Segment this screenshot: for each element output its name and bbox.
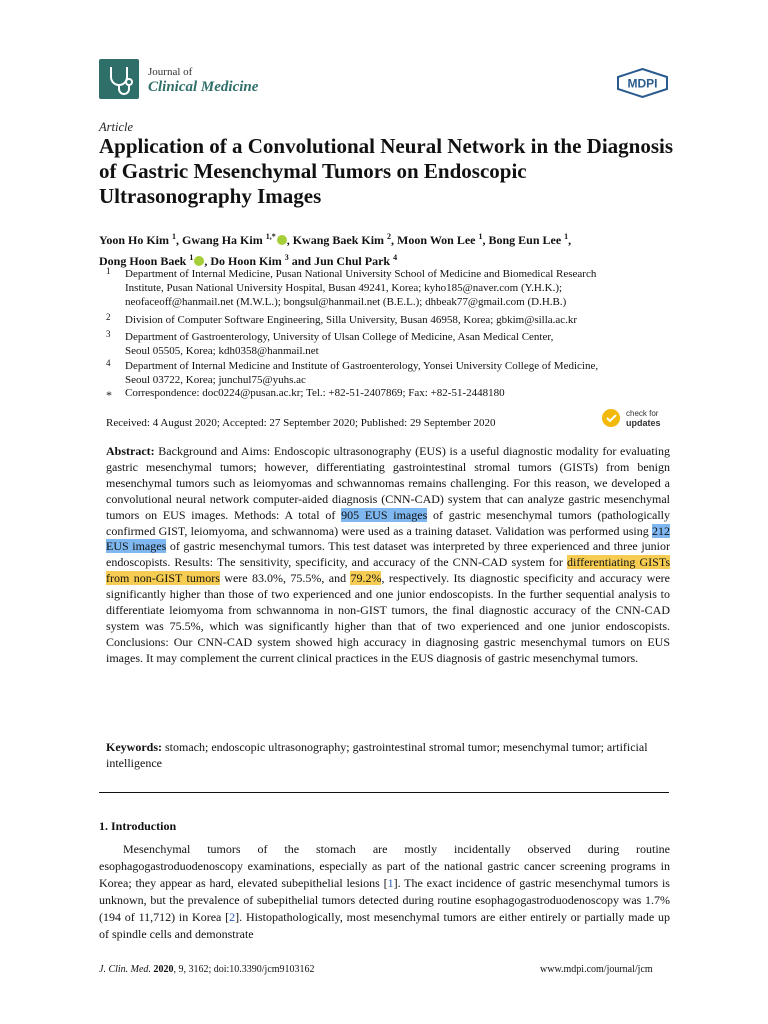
journal-logo bbox=[99, 59, 139, 99]
body-text: ]. Histopathologically, most mesenchymal tumors are either entirely or partially made up of spindle cells and demonstrate bbox=[99, 910, 670, 942]
orcid-icon[interactable] bbox=[277, 235, 287, 245]
abstract bbox=[106, 444, 670, 667]
author-affiliation-marker: 1 bbox=[172, 232, 177, 241]
affiliation-number: 4 bbox=[106, 358, 111, 368]
author-affiliation-marker: 2 bbox=[387, 232, 392, 241]
footer-volume-doi: , 9, 3162; doi:10.3390/jcm9103162 bbox=[173, 964, 315, 975]
svg-text:check for: check for bbox=[626, 409, 659, 418]
abstract-label: Abstract: bbox=[106, 444, 155, 458]
affiliation-text: Department of Internal Medicine and Institute of Gastroenterology, Yonsei University College of Medicine, Seoul 03722, Korea; junchul75@yuhs.ac bbox=[125, 360, 599, 387]
check-for-updates-badge[interactable] bbox=[601, 406, 671, 430]
author-affiliation-marker: 1,* bbox=[265, 232, 276, 241]
footer-year: 2020 bbox=[153, 964, 174, 975]
abstract-text: of gastric mesenchymal tumors. This test dataset was interpreted by three experienced and three junior endoscopists. Results: The sensitivity, specificity, and accuracy of the CNN-CAD system for bbox=[106, 539, 670, 570]
footer-journal-abbrev: J. Clin. Med. bbox=[99, 964, 151, 975]
author-separator: , bbox=[482, 233, 489, 247]
svg-text:updates: updates bbox=[626, 418, 661, 428]
highlighted-text[interactable]: 79.2% bbox=[350, 571, 382, 586]
body-text: Mesenchymal tumors of the stomach are mostly incidentally observed during routine esophagogastroduodenoscopy examinations, especially as part of the national gastric cancer screening programs in Korea; they appear as hard, elevated subepithelial lesions bbox=[99, 842, 670, 891]
author-affiliation-marker: 1 bbox=[564, 232, 569, 241]
affiliation-text: Department of Internal Medicine, Pusan National University School of Medicine and Biomedical Research Institute, Pusan National University Hospital, Busan 49241, Korea; kyho185@naver.com (Y.H.K.); neofaceoff@hanmail.net (M.W.L.); bongsul@hanmail.net (B.E.L.); dhbeak77@gmail.com (D.H.B.) bbox=[125, 268, 597, 309]
body-text: [ bbox=[225, 910, 230, 925]
keywords-label: Keywords: bbox=[106, 740, 162, 754]
mdpi-logo-icon bbox=[616, 68, 669, 98]
author-name: Jun Chul Park bbox=[314, 254, 394, 268]
citation-link[interactable]: 2 bbox=[229, 910, 236, 925]
affiliation-number: 2 bbox=[106, 312, 111, 322]
highlighted-text[interactable]: 905 EUS images bbox=[341, 507, 428, 522]
author-separator: , bbox=[176, 233, 183, 247]
abstract-text: Background and Aims: Endoscopic ultrasonography (EUS) is a useful diagnostic modality for evaluating gastric mesenchymal tumors; however, differentiating gastrointestinal stromal tumors (GISTs) from benign mesenchymal tumors such as leiomyomas and schwannomas remains challenging. For this reason, we developed a convolutional neural network computer-aided diagnosis (CNN-CAD) system that can analyze gastric mesenchymal tumors on EUS images. Methods: A total of bbox=[106, 444, 670, 522]
mdpi-logo bbox=[616, 68, 669, 98]
author-name: Dong Hoon Baek bbox=[99, 254, 190, 268]
affiliation-number: 1 bbox=[106, 266, 111, 276]
keywords-text: stomach; endoscopic ultrasonography; gastrointestinal stromal tumor; mesenchymal tumor; artificial intelligence bbox=[106, 740, 648, 770]
author-name: Gwang Ha Kim bbox=[182, 233, 266, 247]
author-name: Kwang Baek Kim bbox=[292, 233, 388, 247]
publication-dates: Received: 4 August 2020; Accepted: 27 September 2020; Published: 29 September 2020 bbox=[106, 417, 496, 429]
affiliation-text: Department of Gastroenterology, University of Ulsan College of Medicine, Asan Medical Center, Seoul 05505, Korea; kdh0358@hanmail.net bbox=[125, 331, 554, 358]
affiliation-text: Correspondence: doc0224@pusan.ac.kr; Tel.: +82-51-2407869; Fax: +82-51-2448180 bbox=[125, 387, 505, 399]
author-list bbox=[99, 228, 679, 270]
section-divider bbox=[99, 792, 669, 793]
affiliation-number: * bbox=[106, 388, 112, 402]
section-heading: 1. Introduction bbox=[99, 819, 177, 833]
article-type: Article bbox=[99, 120, 134, 134]
orcid-icon[interactable] bbox=[194, 256, 204, 266]
body-text: [ bbox=[383, 876, 388, 891]
author-separator: , bbox=[204, 254, 211, 268]
author-separator: , bbox=[286, 233, 293, 247]
author-name: Moon Won Lee bbox=[397, 233, 479, 247]
author-name: Do Hoon Kim bbox=[210, 254, 285, 268]
author-affiliation-marker: 1 bbox=[189, 253, 194, 262]
journal-name-prefix: Journal of bbox=[148, 66, 193, 78]
journal-name: Clinical Medicine bbox=[148, 79, 259, 95]
highlighted-text[interactable]: differentiating GISTs from non-GIST tumors bbox=[106, 555, 670, 586]
author-separator: and bbox=[288, 254, 315, 268]
abstract-text: of gastric mesenchymal tumors (pathologically confirmed GIST, leiomyoma, and schwannoma) were used as a training dataset. Validation was performed using bbox=[106, 507, 671, 538]
author-separator: , bbox=[568, 233, 572, 247]
affiliation-text: Division of Computer Software Engineering, Silla University, Busan 46958, Korea; gbkim@silla.ac.kr bbox=[125, 314, 578, 326]
check-updates-icon bbox=[601, 406, 671, 430]
keywords bbox=[106, 739, 670, 771]
author-affiliation-marker: 1 bbox=[478, 232, 483, 241]
citation-link[interactable]: 1 bbox=[387, 876, 394, 891]
highlighted-text[interactable]: 212 EUS images bbox=[106, 523, 670, 554]
article-title: Application of a Convolutional Neural Network in the Diagnosis of Gastric Mesenchymal Tumors on Endoscopic Ultrasonography Images bbox=[99, 134, 674, 208]
abstract-text: , respectively. Its diagnostic specificity and accuracy were significantly higher than those of two experienced and one junior endoscopists. In the further sequential analysis to differentiate leiomyoma from schwannoma in non-GIST tumors, the final diagnostic accuracy of the CNN-CAD system was 75.5%, which was significantly higher than that of two experienced and one junior endoscopists. Conclusions: Our CNN-CAD system showed high accuracy in diagnosing gastric mesenchymal tumors on EUS images. It may complement the current clinical practices in the EUS diagnosis of gastric mesenchymal tumors. bbox=[106, 571, 670, 665]
author-name: Bong Eun Lee bbox=[488, 233, 565, 247]
stethoscope-icon bbox=[99, 59, 139, 99]
author-affiliation-marker: 3 bbox=[284, 253, 289, 262]
author-affiliation-marker: 4 bbox=[393, 253, 398, 262]
body-text: ]. The exact incidence of gastric mesenchymal tumors is unknown, but the prevalence of subepithelial tumors detected during routine esophagogastroduodenoscopy was 1.7% (194 of 11,712) in Korea bbox=[99, 876, 670, 925]
introduction-paragraph bbox=[99, 841, 670, 944]
author-name: Yoon Ho Kim bbox=[99, 233, 173, 247]
footer-url[interactable]: www.mdpi.com/journal/jcm bbox=[540, 964, 653, 975]
abstract-text: were 83.0%, 75.5%, and bbox=[219, 571, 351, 586]
affiliation-number: 3 bbox=[106, 329, 111, 339]
svg-text:MDPI: MDPI bbox=[627, 76, 658, 91]
author-separator: , bbox=[391, 233, 398, 247]
footer-citation bbox=[99, 964, 315, 975]
